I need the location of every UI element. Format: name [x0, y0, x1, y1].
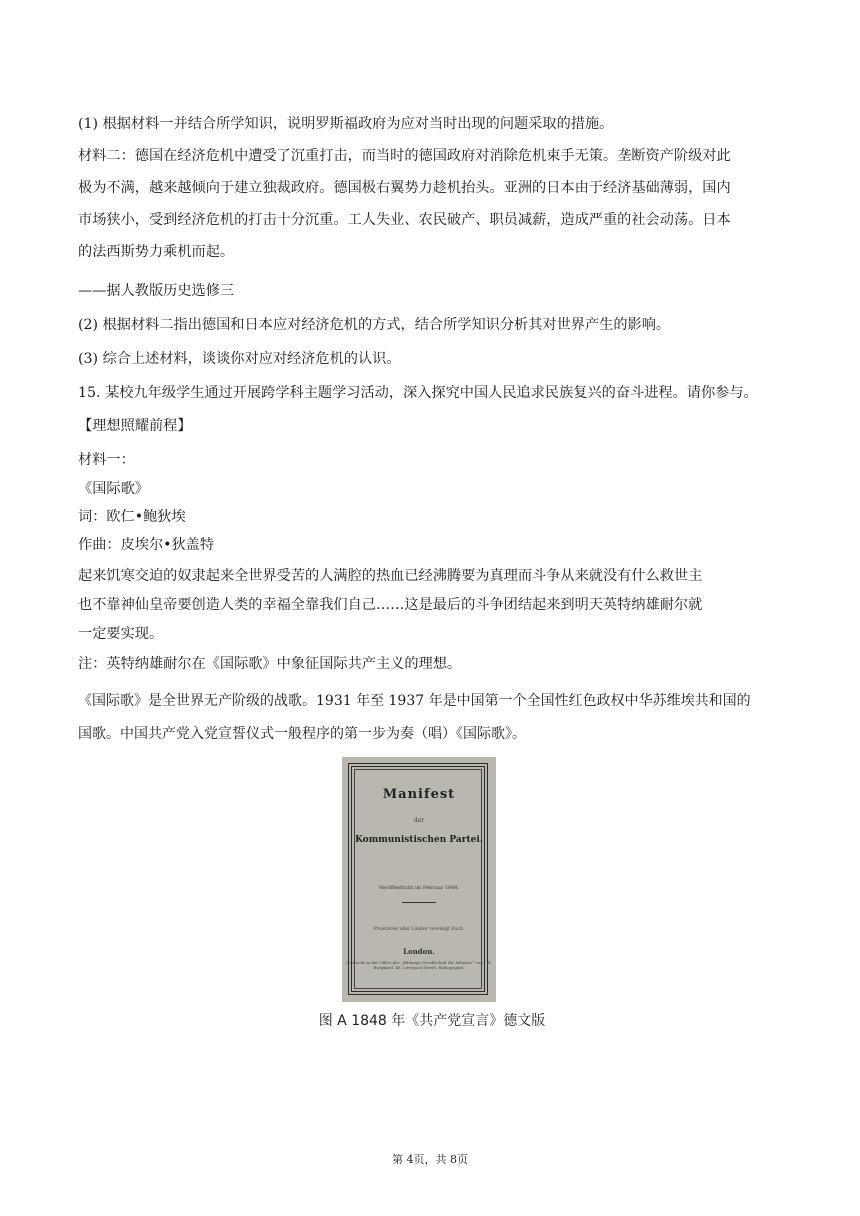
lyrics-line-3: 一定要实现。	[78, 626, 164, 642]
cover-inner-frame	[354, 769, 482, 989]
cover-der: der	[413, 817, 425, 824]
question-1: (1) 根据材料一并结合所学知识，说明罗斯福政府为应对当时出现的问题采取的措施。	[78, 116, 614, 132]
song-title: 《国际歌》	[78, 481, 149, 497]
question-15-stem: 15. 某校九年级学生通过开展跨学科主题学习活动，深入探究中国人民追求民族复兴的奋斗进程。请你参与。	[78, 385, 758, 401]
cover-divider	[402, 902, 436, 903]
question-2: (2) 根据材料二指出德国和日本应对经济危机的方式，结合所学知识分析其对世界产生的影响。	[78, 317, 671, 333]
question-3: (3) 综合上述材料，谈谈你对应对经济危机的认识。	[78, 351, 401, 367]
material-2-line-1: 材料二：德国在经济危机中遭受了沉重打击，而当时的德国政府对消除危机束手无策。垄断资产阶级对此	[78, 148, 731, 164]
cover-imprint: Gedruckt in der Office der „Bildungs-Gesellschaft für Arbeiter“ von J. E. Burghard. 46, Liverpool Street, Bishopsgate.	[345, 960, 493, 970]
cover-motto: Proletarier aller Länder vereinigt Euch.	[373, 927, 465, 932]
manifesto-cover-image	[342, 757, 496, 1002]
anthem-paragraph-line-1: 《国际歌》是全世界无产阶级的战歌。1931 年至 1937 年是中国第一个全国性红色政权中华苏维埃共和国的	[78, 693, 751, 709]
cover-city: London.	[403, 947, 435, 956]
note: 注：英特纳雄耐尔在《国际歌》中象征国际共产主义的理想。	[78, 656, 462, 672]
source-citation: ——据人教版历史选修三	[78, 283, 235, 299]
cover-party: Kommunistischen Partei.	[355, 835, 483, 845]
page-number: 第 4页，共 8页	[392, 1153, 468, 1166]
material-2-line-3: 市场狭小，受到经济危机的打击十分沉重。工人失业、农民破产、职员减薪，造成严重的社会动荡。日本	[78, 212, 731, 228]
figure-caption: 图 A 1848 年《共产党宣言》德文版	[318, 1013, 546, 1029]
cover-date: Veröffentlicht im Februar 1848.	[378, 885, 460, 891]
section-heading: 【理想照耀前程】	[78, 418, 192, 434]
lyrics-line-1: 起来饥寒交迫的奴隶起来全世界受苦的人满腔的热血已经沸腾要为真理而斗争从来就没有什么救世主	[78, 568, 703, 584]
material-2-line-4: 的法西斯势力乘机而起。	[78, 244, 235, 260]
material-1-label: 材料一：	[78, 452, 135, 468]
composer: 作曲：皮埃尔•狄盖特	[78, 537, 215, 553]
cover-title: Manifest	[382, 787, 456, 802]
material-2-line-2: 极为不满，越来越倾向于建立独裁政府。德国极右翼势力趁机抬头。亚洲的日本由于经济基础薄弱，国内	[78, 180, 731, 196]
lyrics-line-2: 也不靠神仙皇帝要创造人类的幸福全靠我们自己……这是最后的斗争团结起来到明天英特纳雄耐尔就	[78, 597, 703, 613]
lyricist: 词：欧仁•鲍狄埃	[78, 509, 186, 525]
anthem-paragraph-line-2: 国歌。中国共产党入党宣誓仪式一般程序的第一步为奏（唱）《国际歌》。	[78, 726, 526, 742]
